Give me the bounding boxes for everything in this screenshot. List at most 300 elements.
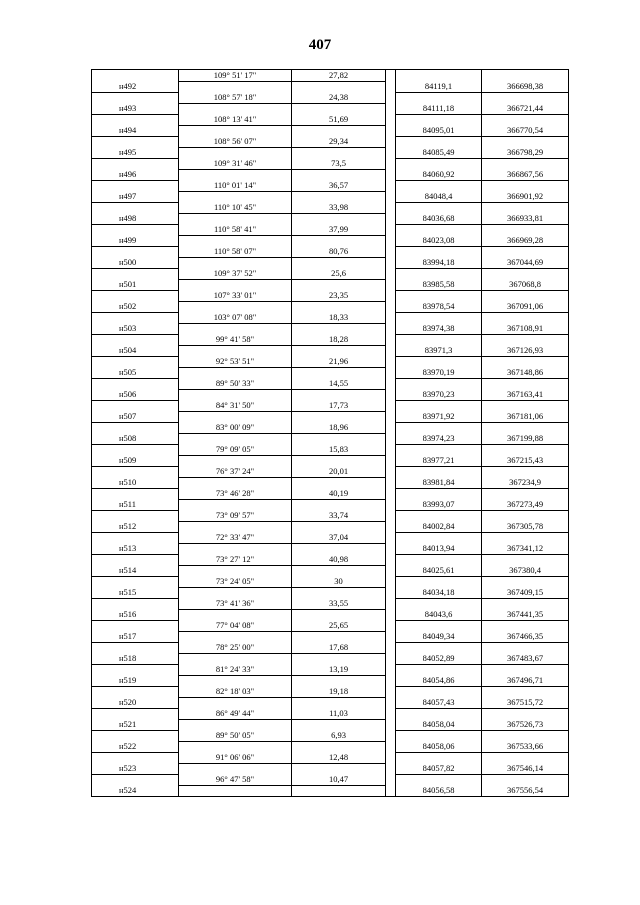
angle-cell: 103° 07' 08" bbox=[179, 312, 292, 323]
distance-cell: 24,38 bbox=[292, 92, 386, 103]
segment-row bbox=[92, 180, 569, 191]
x-coordinate-cell: 84054,86 bbox=[396, 675, 482, 686]
y-coordinate-cell bbox=[482, 202, 569, 213]
segment-row bbox=[92, 334, 569, 345]
segment-row bbox=[92, 686, 569, 697]
point-name-cell bbox=[92, 422, 179, 433]
distance-cell: 36,57 bbox=[292, 180, 386, 191]
angle-cell: 81° 24' 33" bbox=[179, 664, 292, 675]
angle-cell bbox=[179, 147, 292, 158]
point-row bbox=[92, 763, 569, 774]
angle-cell bbox=[179, 587, 292, 598]
x-coordinate-cell: 84048,4 bbox=[396, 191, 482, 202]
x-coordinate-cell: 84119,1 bbox=[396, 81, 482, 92]
y-coordinate-cell: 367466,35 bbox=[482, 631, 569, 642]
angle-cell: 92° 53' 51" bbox=[179, 356, 292, 367]
angle-cell bbox=[179, 763, 292, 774]
point-row bbox=[92, 719, 569, 730]
x-coordinate-cell: 84095,01 bbox=[396, 125, 482, 136]
point-name-cell bbox=[92, 202, 179, 213]
x-coordinate-cell bbox=[396, 664, 482, 675]
point-name-cell: н512 bbox=[92, 521, 179, 532]
point-name-cell bbox=[92, 136, 179, 147]
x-coordinate-cell: 84036,68 bbox=[396, 213, 482, 224]
point-name-cell bbox=[92, 400, 179, 411]
angle-cell: 108° 56' 07" bbox=[179, 136, 292, 147]
y-coordinate-cell: 367533,66 bbox=[482, 741, 569, 752]
point-row bbox=[92, 609, 569, 620]
spacer-cell bbox=[386, 268, 396, 279]
point-name-cell bbox=[92, 532, 179, 543]
point-row bbox=[92, 257, 569, 268]
angle-cell: 109° 51' 17" bbox=[179, 70, 292, 82]
segment-row bbox=[92, 664, 569, 675]
point-row bbox=[92, 785, 569, 797]
x-coordinate-cell: 83977,21 bbox=[396, 455, 482, 466]
x-coordinate-cell bbox=[396, 224, 482, 235]
x-coordinate-cell bbox=[396, 532, 482, 543]
angle-cell: 91° 06' 06" bbox=[179, 752, 292, 763]
spacer-cell bbox=[386, 774, 396, 785]
segment-row bbox=[92, 312, 569, 323]
spacer-cell bbox=[386, 466, 396, 477]
spacer-cell bbox=[386, 301, 396, 312]
coordinate-table bbox=[91, 69, 569, 797]
x-coordinate-cell: 84034,18 bbox=[396, 587, 482, 598]
y-coordinate-cell bbox=[482, 642, 569, 653]
coordinate-table-body bbox=[92, 70, 569, 797]
spacer-cell bbox=[386, 180, 396, 191]
distance-cell: 14,55 bbox=[292, 378, 386, 389]
x-coordinate-cell: 83970,23 bbox=[396, 389, 482, 400]
y-coordinate-cell: 367409,15 bbox=[482, 587, 569, 598]
spacer-cell bbox=[386, 510, 396, 521]
spacer-cell bbox=[386, 103, 396, 114]
segment-row bbox=[92, 730, 569, 741]
x-coordinate-cell bbox=[396, 202, 482, 213]
y-coordinate-cell: 367273,49 bbox=[482, 499, 569, 510]
y-coordinate-cell bbox=[482, 686, 569, 697]
angle-cell: 109° 31' 46" bbox=[179, 158, 292, 169]
x-coordinate-cell: 84111,18 bbox=[396, 103, 482, 114]
point-row bbox=[92, 411, 569, 422]
distance-cell bbox=[292, 499, 386, 510]
point-name-cell: н495 bbox=[92, 147, 179, 158]
point-name-cell bbox=[92, 246, 179, 257]
point-row bbox=[92, 499, 569, 510]
y-coordinate-cell bbox=[482, 730, 569, 741]
x-coordinate-cell: 84023,08 bbox=[396, 235, 482, 246]
y-coordinate-cell: 366867,56 bbox=[482, 169, 569, 180]
spacer-cell bbox=[386, 587, 396, 598]
spacer-cell bbox=[386, 235, 396, 246]
distance-cell: 11,03 bbox=[292, 708, 386, 719]
distance-cell: 29,34 bbox=[292, 136, 386, 147]
spacer-cell bbox=[386, 532, 396, 543]
y-coordinate-cell bbox=[482, 664, 569, 675]
distance-cell: 17,68 bbox=[292, 642, 386, 653]
point-name-cell bbox=[92, 488, 179, 499]
y-coordinate-cell bbox=[482, 774, 569, 785]
page-number: 407 bbox=[308, 37, 332, 53]
x-coordinate-cell: 83978,54 bbox=[396, 301, 482, 312]
point-name-cell: н493 bbox=[92, 103, 179, 114]
x-coordinate-cell bbox=[396, 686, 482, 697]
distance-cell: 51,69 bbox=[292, 114, 386, 125]
y-coordinate-cell: 367181,06 bbox=[482, 411, 569, 422]
distance-cell bbox=[292, 741, 386, 752]
distance-cell: 30 bbox=[292, 576, 386, 587]
angle-cell bbox=[179, 477, 292, 488]
x-coordinate-cell bbox=[396, 268, 482, 279]
segment-row bbox=[92, 620, 569, 631]
point-name-cell: н517 bbox=[92, 631, 179, 642]
distance-cell bbox=[292, 279, 386, 290]
spacer-cell bbox=[386, 488, 396, 499]
angle-cell: 109° 37' 52" bbox=[179, 268, 292, 279]
point-row bbox=[92, 103, 569, 114]
distance-cell bbox=[292, 719, 386, 730]
point-row bbox=[92, 697, 569, 708]
angle-cell bbox=[179, 301, 292, 312]
x-coordinate-cell bbox=[396, 444, 482, 455]
angle-cell bbox=[179, 191, 292, 202]
x-coordinate-cell: 84057,82 bbox=[396, 763, 482, 774]
spacer-cell bbox=[386, 675, 396, 686]
spacer-cell bbox=[386, 81, 396, 92]
x-coordinate-cell bbox=[396, 488, 482, 499]
angle-cell bbox=[179, 103, 292, 114]
angle-cell: 79° 09' 05" bbox=[179, 444, 292, 455]
spacer-cell bbox=[386, 169, 396, 180]
angle-cell bbox=[179, 697, 292, 708]
point-name-cell: н494 bbox=[92, 125, 179, 136]
spacer-cell bbox=[386, 114, 396, 125]
distance-cell bbox=[292, 411, 386, 422]
point-name-cell: н497 bbox=[92, 191, 179, 202]
x-coordinate-cell: 84058,06 bbox=[396, 741, 482, 752]
angle-cell bbox=[179, 653, 292, 664]
spacer-cell bbox=[386, 202, 396, 213]
x-coordinate-cell bbox=[396, 378, 482, 389]
x-coordinate-cell: 83974,23 bbox=[396, 433, 482, 444]
distance-cell bbox=[292, 433, 386, 444]
distance-cell bbox=[292, 235, 386, 246]
point-name-cell: н520 bbox=[92, 697, 179, 708]
spacer-cell bbox=[386, 92, 396, 103]
segment-row bbox=[92, 70, 569, 82]
point-row bbox=[92, 125, 569, 136]
distance-cell bbox=[292, 455, 386, 466]
x-coordinate-cell: 83970,19 bbox=[396, 367, 482, 378]
spacer-cell bbox=[386, 290, 396, 301]
spacer-cell bbox=[386, 378, 396, 389]
point-row bbox=[92, 367, 569, 378]
point-name-cell bbox=[92, 70, 179, 82]
x-coordinate-cell bbox=[396, 246, 482, 257]
point-name-cell: н503 bbox=[92, 323, 179, 334]
segment-row bbox=[92, 290, 569, 301]
spacer-cell bbox=[386, 730, 396, 741]
point-name-cell bbox=[92, 114, 179, 125]
point-row bbox=[92, 301, 569, 312]
angle-cell bbox=[179, 367, 292, 378]
spacer-cell bbox=[386, 158, 396, 169]
spacer-cell bbox=[386, 312, 396, 323]
distance-cell bbox=[292, 609, 386, 620]
distance-cell bbox=[292, 367, 386, 378]
y-coordinate-cell: 367483,67 bbox=[482, 653, 569, 664]
angle-cell bbox=[179, 499, 292, 510]
distance-cell bbox=[292, 565, 386, 576]
segment-row bbox=[92, 92, 569, 103]
distance-cell bbox=[292, 103, 386, 114]
y-coordinate-cell bbox=[482, 466, 569, 477]
point-row bbox=[92, 147, 569, 158]
angle-cell bbox=[179, 257, 292, 268]
distance-cell: 27,82 bbox=[292, 70, 386, 82]
distance-cell bbox=[292, 257, 386, 268]
distance-cell: 21,96 bbox=[292, 356, 386, 367]
point-name-cell: н499 bbox=[92, 235, 179, 246]
point-name-cell bbox=[92, 554, 179, 565]
segment-row bbox=[92, 466, 569, 477]
y-coordinate-cell bbox=[482, 268, 569, 279]
angle-cell: 86° 49' 44" bbox=[179, 708, 292, 719]
y-coordinate-cell: 367091,06 bbox=[482, 301, 569, 312]
spacer-cell bbox=[386, 785, 396, 797]
x-coordinate-cell: 84049,34 bbox=[396, 631, 482, 642]
y-coordinate-cell bbox=[482, 422, 569, 433]
y-coordinate-cell: 366798,29 bbox=[482, 147, 569, 158]
angle-cell bbox=[179, 411, 292, 422]
y-coordinate-cell bbox=[482, 488, 569, 499]
spacer-cell bbox=[386, 147, 396, 158]
distance-cell: 15,83 bbox=[292, 444, 386, 455]
distance-cell: 40,19 bbox=[292, 488, 386, 499]
y-coordinate-cell: 367199,88 bbox=[482, 433, 569, 444]
x-coordinate-cell bbox=[396, 312, 482, 323]
y-coordinate-cell: 367556,54 bbox=[482, 785, 569, 797]
segment-row bbox=[92, 356, 569, 367]
y-coordinate-cell: 366933,81 bbox=[482, 213, 569, 224]
spacer-cell bbox=[386, 400, 396, 411]
distance-cell bbox=[292, 389, 386, 400]
x-coordinate-cell bbox=[396, 70, 482, 82]
y-coordinate-cell bbox=[482, 708, 569, 719]
point-name-cell bbox=[92, 620, 179, 631]
point-name-cell: н498 bbox=[92, 213, 179, 224]
distance-cell bbox=[292, 521, 386, 532]
point-row bbox=[92, 81, 569, 92]
point-row bbox=[92, 323, 569, 334]
segment-row bbox=[92, 488, 569, 499]
distance-cell bbox=[292, 125, 386, 136]
point-name-cell bbox=[92, 642, 179, 653]
point-row bbox=[92, 477, 569, 488]
point-name-cell bbox=[92, 730, 179, 741]
y-coordinate-cell: 366721,44 bbox=[482, 103, 569, 114]
distance-cell: 6,93 bbox=[292, 730, 386, 741]
spacer-cell bbox=[386, 323, 396, 334]
point-row bbox=[92, 543, 569, 554]
y-coordinate-cell: 366698,38 bbox=[482, 81, 569, 92]
point-row bbox=[92, 741, 569, 752]
angle-cell bbox=[179, 389, 292, 400]
distance-cell bbox=[292, 675, 386, 686]
y-coordinate-cell: 366969,28 bbox=[482, 235, 569, 246]
spacer-cell bbox=[386, 70, 396, 82]
y-coordinate-cell: 367126,93 bbox=[482, 345, 569, 356]
spacer-cell bbox=[386, 719, 396, 730]
angle-cell: 108° 57' 18" bbox=[179, 92, 292, 103]
angle-cell bbox=[179, 81, 292, 92]
x-coordinate-cell bbox=[396, 400, 482, 411]
y-coordinate-cell bbox=[482, 378, 569, 389]
point-name-cell: н524 bbox=[92, 785, 179, 797]
y-coordinate-cell bbox=[482, 158, 569, 169]
distance-cell: 12,48 bbox=[292, 752, 386, 763]
spacer-cell bbox=[386, 477, 396, 488]
distance-cell bbox=[292, 345, 386, 356]
spacer-cell bbox=[386, 631, 396, 642]
point-row bbox=[92, 565, 569, 576]
point-name-cell bbox=[92, 576, 179, 587]
distance-cell: 25,6 bbox=[292, 268, 386, 279]
x-coordinate-cell bbox=[396, 180, 482, 191]
point-name-cell bbox=[92, 92, 179, 103]
distance-cell bbox=[292, 323, 386, 334]
distance-cell bbox=[292, 785, 386, 797]
point-name-cell: н502 bbox=[92, 301, 179, 312]
distance-cell bbox=[292, 169, 386, 180]
angle-cell bbox=[179, 565, 292, 576]
spacer-cell bbox=[386, 356, 396, 367]
y-coordinate-cell bbox=[482, 224, 569, 235]
point-name-cell bbox=[92, 290, 179, 301]
distance-cell: 37,99 bbox=[292, 224, 386, 235]
segment-row bbox=[92, 114, 569, 125]
x-coordinate-cell: 84085,49 bbox=[396, 147, 482, 158]
spacer-cell bbox=[386, 433, 396, 444]
angle-cell: 110° 01' 14" bbox=[179, 180, 292, 191]
angle-cell bbox=[179, 609, 292, 620]
angle-cell bbox=[179, 631, 292, 642]
spacer-cell bbox=[386, 257, 396, 268]
spacer-cell bbox=[386, 224, 396, 235]
segment-row bbox=[92, 444, 569, 455]
point-name-cell bbox=[92, 180, 179, 191]
angle-cell: 107° 33' 01" bbox=[179, 290, 292, 301]
y-coordinate-cell: 366901,92 bbox=[482, 191, 569, 202]
spacer-cell bbox=[386, 554, 396, 565]
segment-row bbox=[92, 510, 569, 521]
angle-cell bbox=[179, 785, 292, 797]
angle-cell bbox=[179, 169, 292, 180]
point-name-cell bbox=[92, 664, 179, 675]
y-coordinate-cell bbox=[482, 598, 569, 609]
point-row bbox=[92, 675, 569, 686]
point-row bbox=[92, 213, 569, 224]
angle-cell: 76° 37' 24" bbox=[179, 466, 292, 477]
spacer-cell bbox=[386, 389, 396, 400]
spacer-cell bbox=[386, 345, 396, 356]
distance-cell bbox=[292, 477, 386, 488]
x-coordinate-cell bbox=[396, 290, 482, 301]
spacer-cell bbox=[386, 686, 396, 697]
distance-cell: 19,18 bbox=[292, 686, 386, 697]
y-coordinate-cell bbox=[482, 356, 569, 367]
point-name-cell bbox=[92, 708, 179, 719]
x-coordinate-cell: 83971,3 bbox=[396, 345, 482, 356]
x-coordinate-cell: 84060,92 bbox=[396, 169, 482, 180]
y-coordinate-cell bbox=[482, 532, 569, 543]
x-coordinate-cell: 84052,89 bbox=[396, 653, 482, 664]
point-name-cell: н515 bbox=[92, 587, 179, 598]
y-coordinate-cell: 367341,12 bbox=[482, 543, 569, 554]
point-name-cell bbox=[92, 686, 179, 697]
distance-cell: 18,96 bbox=[292, 422, 386, 433]
x-coordinate-cell bbox=[396, 114, 482, 125]
spacer-cell bbox=[386, 213, 396, 224]
segment-row bbox=[92, 708, 569, 719]
y-coordinate-cell: 367441,35 bbox=[482, 609, 569, 620]
x-coordinate-cell: 83994,18 bbox=[396, 257, 482, 268]
point-name-cell: н516 bbox=[92, 609, 179, 620]
x-coordinate-cell: 84058,04 bbox=[396, 719, 482, 730]
angle-cell: 110° 10' 45" bbox=[179, 202, 292, 213]
distance-cell: 23,35 bbox=[292, 290, 386, 301]
point-name-cell bbox=[92, 356, 179, 367]
x-coordinate-cell bbox=[396, 708, 482, 719]
distance-cell: 33,55 bbox=[292, 598, 386, 609]
distance-cell: 33,74 bbox=[292, 510, 386, 521]
angle-cell bbox=[179, 521, 292, 532]
y-coordinate-cell bbox=[482, 92, 569, 103]
point-name-cell bbox=[92, 774, 179, 785]
y-coordinate-cell bbox=[482, 312, 569, 323]
x-coordinate-cell bbox=[396, 334, 482, 345]
angle-cell: 78° 25' 00" bbox=[179, 642, 292, 653]
distance-cell: 73,5 bbox=[292, 158, 386, 169]
y-coordinate-cell bbox=[482, 114, 569, 125]
x-coordinate-cell bbox=[396, 466, 482, 477]
point-name-cell: н509 bbox=[92, 455, 179, 466]
segment-row bbox=[92, 532, 569, 543]
x-coordinate-cell: 84057,43 bbox=[396, 697, 482, 708]
y-coordinate-cell: 366770,54 bbox=[482, 125, 569, 136]
spacer-cell bbox=[386, 444, 396, 455]
x-coordinate-cell bbox=[396, 136, 482, 147]
distance-cell: 40,98 bbox=[292, 554, 386, 565]
spacer-cell bbox=[386, 763, 396, 774]
y-coordinate-cell bbox=[482, 554, 569, 565]
spacer-cell bbox=[386, 664, 396, 675]
y-coordinate-cell: 367215,43 bbox=[482, 455, 569, 466]
segment-row bbox=[92, 246, 569, 257]
distance-cell: 80,76 bbox=[292, 246, 386, 257]
segment-row bbox=[92, 202, 569, 213]
angle-cell: 73° 46' 28" bbox=[179, 488, 292, 499]
y-coordinate-cell: 367515,72 bbox=[482, 697, 569, 708]
y-coordinate-cell: 367163,41 bbox=[482, 389, 569, 400]
segment-row bbox=[92, 598, 569, 609]
angle-cell: 77° 04' 08" bbox=[179, 620, 292, 631]
angle-cell: 110° 58' 41" bbox=[179, 224, 292, 235]
point-row bbox=[92, 279, 569, 290]
point-name-cell: н507 bbox=[92, 411, 179, 422]
spacer-cell bbox=[386, 565, 396, 576]
